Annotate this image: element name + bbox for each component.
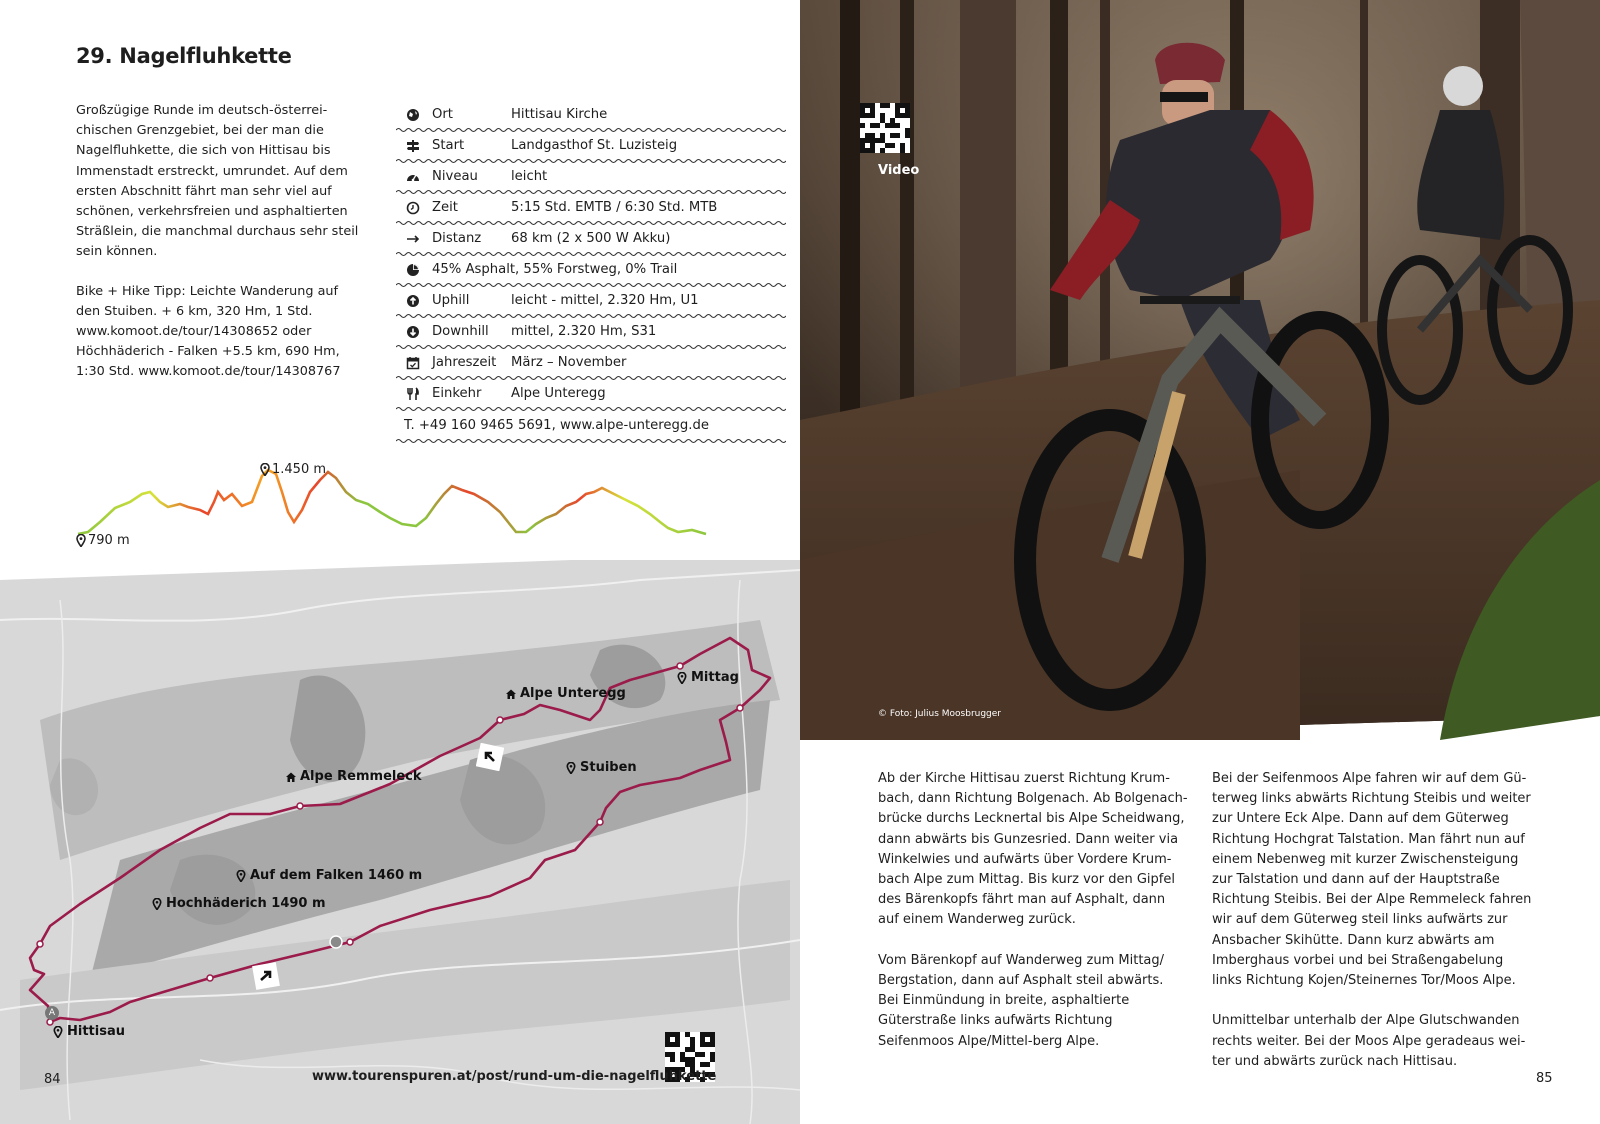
video-label[interactable]: Video bbox=[878, 163, 920, 178]
info-row-downhill bbox=[396, 316, 786, 347]
mountain-bikers-photo bbox=[800, 0, 1600, 740]
map-label-hochhaederich bbox=[151, 896, 326, 911]
map-label-text: Hochhäderich 1490 m bbox=[166, 896, 326, 911]
info-label: Distanz bbox=[432, 231, 482, 246]
globe-icon bbox=[406, 108, 420, 122]
map-label-hittisau bbox=[52, 1024, 125, 1039]
route-paragraph: Ab der Kirche Hittisau zuerst Richtung Krum-bach, dann Richtung Bolgenach. Ab Bolgenach-brücke durchs Lecknertal bis Alpe Scheidwang, dann abwärts bis Gunzesried. Dann weiter via Winkelwies und aufwärts über Vordere Krum-bach Alpe zum Mittag. Bis kurz vor den Gipfel des Bärenkopfs fährt man auf Asphalt, dann auf einem Wanderweg zurück. bbox=[878, 771, 1188, 928]
gauge-icon bbox=[406, 170, 420, 184]
tour-title: 29. Nagelfluhkette bbox=[76, 44, 292, 68]
location-pin-icon bbox=[76, 534, 86, 547]
map-label-stuiben bbox=[565, 760, 637, 775]
location-pin-icon bbox=[565, 762, 577, 774]
map-label-text: Alpe Unteregg bbox=[520, 686, 626, 701]
elevation-profile bbox=[70, 462, 730, 550]
route-paragraph: Vom Bärenkopf auf Wanderweg zum Mittag/ Bergstation, dann auf Asphalt steil abwärts. Bei Einmündung in breite, asphaltierte Güterstraße links aufwärts Richtung Seifenmoos Alpe/Mittel-berg Alpe. bbox=[878, 952, 1165, 1049]
info-label: Downhill bbox=[432, 324, 489, 339]
location-pin-icon bbox=[235, 870, 247, 882]
route-paragraph: Unmittelbar unterhalb der Alpe Glutschwanden rechts weiter. Bei der Moos Alpe geradeaus wei-ter und abwärts zurück nach Hittisau. bbox=[1212, 1013, 1526, 1069]
tour-url[interactable]: www.tourenspuren.at/post/rund-um-die-nagelfluhkette bbox=[312, 1069, 717, 1084]
min-elevation bbox=[76, 533, 130, 548]
arrow-right-icon bbox=[406, 232, 420, 246]
intro-paragraph: Großzügige Runde im deutsch-österrei-chischen Grenzgebiet, bei der man die Nagelfluhkette, die sich von Hittisau bis Immenstadt erstreckt, umrundet. Auf dem ersten Abschnitt fährt man sehr viel auf schönen, verkehrsfreien und asphaltierten Sträßlein, die manchmal durchaus sehr steil sein können. bbox=[76, 103, 359, 260]
map-label-text: Stuiben bbox=[580, 760, 637, 775]
map-label-text: Alpe Remmeleck bbox=[300, 769, 422, 784]
max-elevation-label: 1.450 m bbox=[272, 462, 327, 477]
max-elevation bbox=[260, 462, 326, 477]
map-label-falken bbox=[235, 868, 422, 883]
tip-paragraph: Bike + Hike Tipp: Leichte Wanderung auf den Stuiben. + 6 km, 320 Hm, 1 Std. www.komoot.de/tour/14308652 oder Höchhäderich - Falken +5.5 km, 690 Hm, 1:30 Std. www.komoot.de/tour/14308767 bbox=[76, 283, 341, 380]
route-description-col1 bbox=[878, 769, 1188, 1072]
map-label-text: Mittag bbox=[691, 670, 739, 685]
info-value: Hittisau Kirche bbox=[511, 107, 608, 122]
info-row-niveau bbox=[396, 161, 786, 192]
info-value: März – November bbox=[511, 355, 627, 370]
direction-arrow-icon bbox=[252, 962, 280, 990]
route-paragraph: Bei der Seifenmoos Alpe fahren wir auf dem Gü-terweg links abwärts Richtung Steibis und weiter zur Untere Eck Alpe. Dann auf dem Güterweg Richtung Hochgrat Talstation. Man fährt nun auf einem Nebenweg mit kurzer Zwischensteigung zur Talstation und dann auf der Hauptstraße Richtung Steibis. Bei der Alpe Remmeleck fahren wir auf dem Güterweg steil links aufwärts zur Ansbacher Skihütte. Dann kurz abwärts am Imberghaus vorbei und bei Straßengabelung links Richtung Kojen/Steinernes Tor/Moos Alpe. bbox=[1212, 771, 1532, 989]
info-label: Start bbox=[432, 138, 465, 153]
route-map bbox=[0, 560, 800, 1124]
photo-credit: © Foto: Julius Moosbrugger bbox=[878, 709, 1002, 719]
house-icon bbox=[285, 771, 297, 783]
location-pin-icon bbox=[151, 898, 163, 910]
info-label: Zeit bbox=[432, 200, 458, 215]
pie-chart-icon bbox=[406, 263, 420, 277]
info-label: Jahreszeit bbox=[432, 355, 497, 370]
video-qr-code-icon[interactable] bbox=[860, 103, 910, 153]
map-label-alpe-unteregg bbox=[505, 686, 626, 701]
info-value: mittel, 2.320 Hm, S31 bbox=[511, 324, 657, 339]
location-pin-icon bbox=[52, 1026, 64, 1038]
contact-text: T. +49 160 9465 5691, www.alpe-unteregg.de bbox=[404, 417, 709, 433]
info-row-uphill bbox=[396, 285, 786, 316]
info-row-ort bbox=[396, 99, 786, 130]
info-label: Einkehr bbox=[432, 386, 482, 401]
info-label: Ort bbox=[432, 107, 453, 122]
min-elevation-label: 790 m bbox=[88, 533, 130, 548]
location-pin-icon bbox=[260, 463, 270, 476]
page-number-right: 85 bbox=[1536, 1071, 1553, 1086]
elevation-line bbox=[78, 470, 706, 534]
start-marker: A bbox=[45, 1006, 59, 1020]
info-label: Uphill bbox=[432, 293, 470, 308]
cutlery-icon bbox=[406, 387, 420, 401]
info-row-distanz bbox=[396, 223, 786, 254]
info-row-start bbox=[396, 130, 786, 161]
tour-info-table bbox=[396, 99, 786, 441]
info-value: leicht bbox=[511, 169, 548, 184]
info-value: 68 km (2 x 500 W Akku) bbox=[511, 231, 671, 246]
location-pin-icon bbox=[676, 672, 688, 684]
info-value: leicht - mittel, 2.320 Hm, U1 bbox=[511, 293, 699, 308]
direction-arrow-icon bbox=[476, 743, 504, 771]
info-row-surface bbox=[396, 254, 786, 285]
page-number-left: 84 bbox=[44, 1072, 61, 1087]
info-row-einkehr bbox=[396, 378, 786, 409]
info-value: Landgasthof St. Luzisteig bbox=[511, 138, 678, 153]
info-value: 5:15 Std. EMTB / 6:30 Std. MTB bbox=[511, 200, 718, 215]
info-label: Niveau bbox=[432, 169, 478, 184]
clock-icon bbox=[406, 201, 420, 215]
arrow-up-circle-icon bbox=[406, 294, 420, 308]
map-label-alpe-remmeleck bbox=[285, 769, 422, 784]
intro-text bbox=[76, 101, 366, 402]
calendar-icon bbox=[406, 356, 420, 370]
info-value: Alpe Unteregg bbox=[511, 386, 606, 401]
info-row-jahreszeit bbox=[396, 347, 786, 378]
route-description-col2 bbox=[1212, 769, 1532, 1092]
contact-row bbox=[396, 409, 786, 441]
map-label-mittag bbox=[676, 670, 739, 685]
wavy-divider bbox=[396, 438, 786, 444]
map-label-text: Auf dem Falken 1460 m bbox=[250, 868, 423, 883]
signpost-icon bbox=[406, 139, 420, 153]
arrow-down-circle-icon bbox=[406, 325, 420, 339]
map-label-text: Hittisau bbox=[67, 1024, 125, 1039]
info-row-zeit bbox=[396, 192, 786, 223]
info-value: 45% Asphalt, 55% Forstweg, 0% Trail bbox=[432, 262, 678, 277]
house-icon bbox=[505, 688, 517, 700]
